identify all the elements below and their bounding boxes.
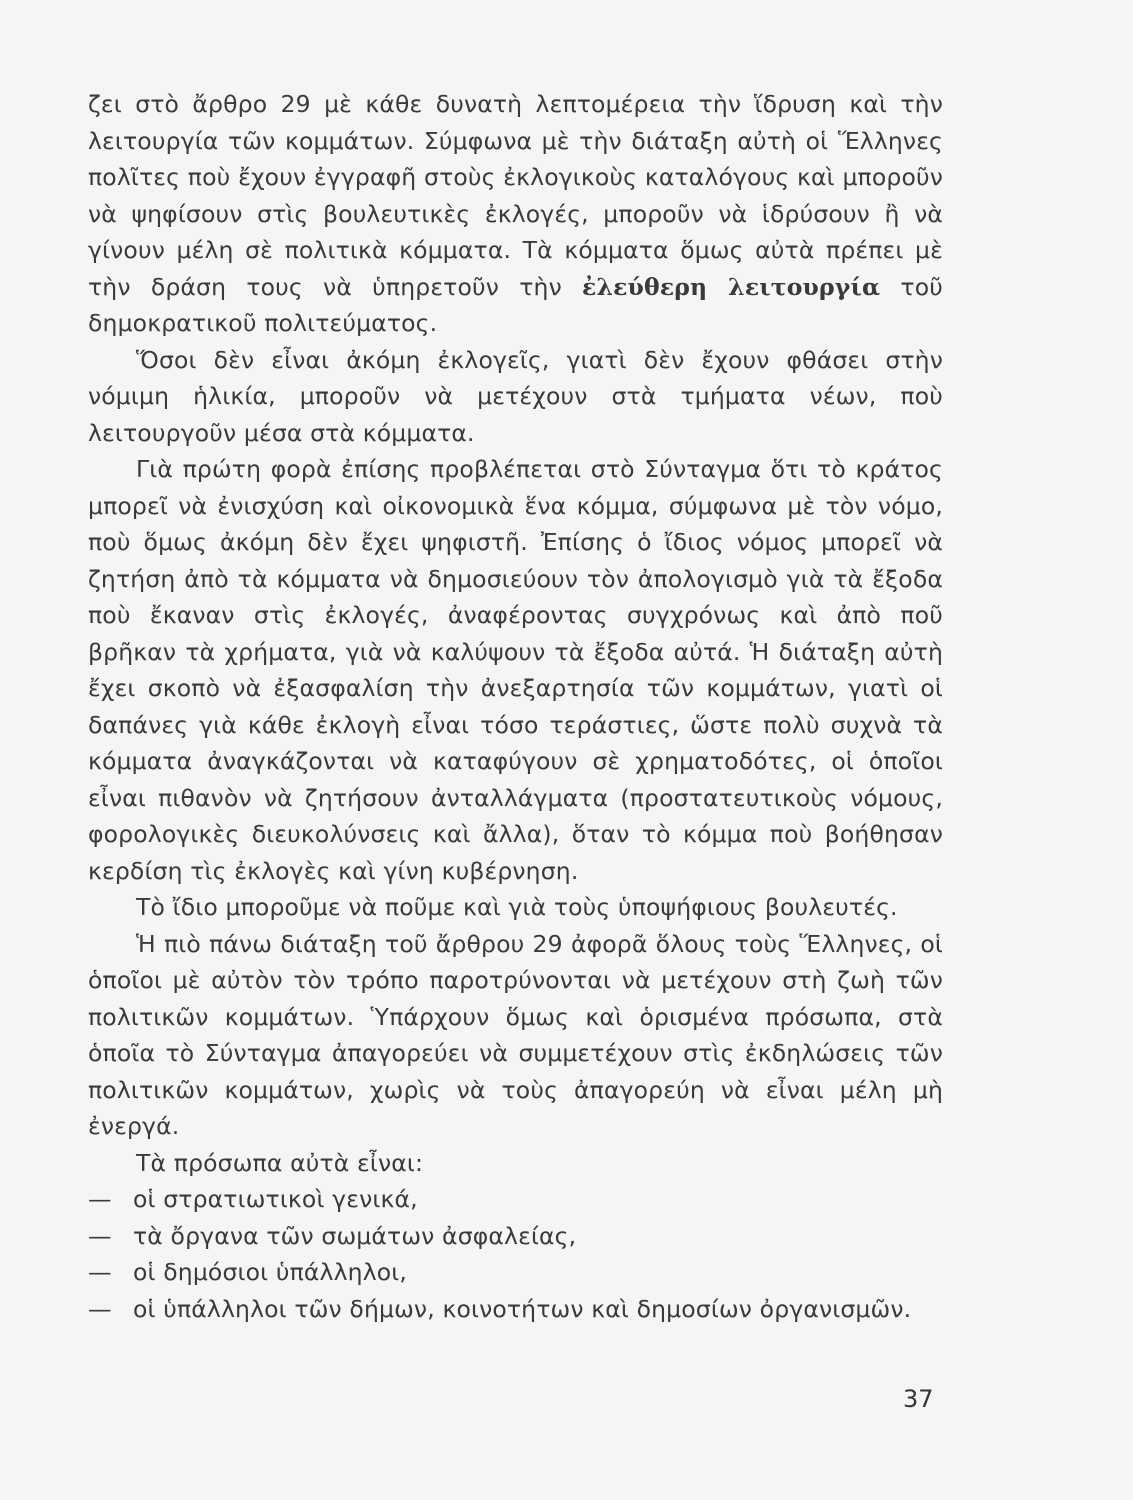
- paragraph-5: Ἡ πιὸ πάνω διάταξη τοῦ ἄρθρου 29 ἀφορᾶ ὅλους τοὺς Ἕλληνες, οἱ ὁποῖοι μὲ αὐτὸν τὸν τρόπο παροτρύνονται νὰ μετέχουν στὴ ζωὴ τῶν πολιτικῶν κομμάτων. Ὑπάρχουν ὅμως καὶ ὁρισμένα πρόσωπα, στὰ ὁποῖα τὸ Σύνταγμα ἀπαγορεύει νὰ συμμετέχουν στὶς ἐκδηλώσεις τῶν πολιτικῶν κομμάτων, χωρὶς νὰ τοὺς ἀπαγορεύη νὰ εἶναι μέλη μὴ ἐνεργά.: [88, 929, 943, 1140]
- paragraph-6: Τὰ πρόσωπα αὐτὰ εἶναι:: [136, 1148, 424, 1177]
- paragraph-2: Ὅσοι δὲν εἶναι ἀκόμη ἐκλογεῖς, γιατὶ δὲν ἔχουν φθάσει στὴν νόμιμη ἡλικία, μποροῦν νὰ μετέχουν στὰ τμήματα νέων, ποὺ λειτουργοῦν μέσα στὰ κόμματα.: [88, 345, 943, 447]
- emphasis-text: ἐλεύθερη λειτουργία: [582, 272, 881, 301]
- list-item: — τὰ ὄργανα τῶν σωμάτων ἀσφαλείας,: [88, 1221, 577, 1250]
- list-item: — οἱ ὑπάλληλοι τῶν δήμων, κοινοτήτων καὶ δημοσίων ὀργανισμῶν.: [88, 1294, 912, 1323]
- paragraph-4: Τὸ ἴδιο μποροῦμε νὰ ποῦμε καὶ γιὰ τοὺς ὑποψήφιους βουλευτές.: [136, 893, 898, 921]
- paragraph-3: Γιὰ πρώτη φορὰ ἐπίσης προβλέπεται στὸ Σύνταγμα ὅτι τὸ κράτος μπορεῖ νὰ ἐνισχύση καὶ οἰκονομικὰ ἕνα κόμμα, σύμφωνα μὲ τὸν νόμο, ποὺ ὅμως ἀκόμη δὲν ἔχει ψηφιστῆ. Ἐπίσης ὁ ἴδιος νόμος μπορεῖ νὰ ζητήση ἀπὸ τὰ κόμματα νὰ δημοσιεύουν τὸν ἀπολογισμὸ γιὰ τὰ ἔξοδα ποὺ ἔκαναν στὶς ἐκλογές, ἀναφέροντας συγχρόνως καὶ ἀπὸ ποῦ βρῆκαν τὰ χρήματα, γιὰ νὰ καλύψουν τὰ ἔξοδα αὐτά. Ἡ διάταξη αὐτὴ ἔχει σκοπὸ νὰ ἐξασφαλίση τὴν ἀνεξαρτησία τῶν κομμάτων, γιατὶ οἱ δαπάνες γιὰ κάθε ἐκλογὴ εἶναι τόσο τεράστιες, ὥστε πολὺ συχνὰ τὰ κόμματα ἀναγκάζονται νὰ καταφύγουν σὲ χρηματοδότες, οἱ ὁποῖοι εἶναι πιθανὸν νὰ ζητήσουν ἀνταλλάγματα (προστατευτικοὺς νόμους, φορολογικὲς διευκολύνσεις καὶ ἄλλα), ὅταν τὸ κόμμα ποὺ βοήθησαν κερδίση τὶς ἐκλογὲς καὶ γίνη κυβέρνηση.: [88, 455, 943, 885]
- page-number: 37: [903, 1385, 934, 1413]
- list-item: — οἱ στρατιωτικοὶ γενικά,: [88, 1185, 418, 1213]
- paragraph-1: ζει στὸ ἄρθρο 29 μὲ κάθε δυνατὴ λεπτομέρεια τὴν ἵδρυση καὶ τὴν λειτουργία τῶν κομμάτων. Σύμφωνα μὲ τὴν διάταξη αὐτὴ οἱ Ἕλληνες πολῖτες ποὺ ἔχουν ἐγγραφῆ στοὺς ἐκλογικοὺς καταλόγους καὶ μποροῦν νὰ ψηφίσουν στὶς βουλευτικὲς ἐκλογές, μποροῦν νὰ ἱδρύσουν ἢ νὰ γίνουν μέλη σὲ πολιτικὰ κόμματα. Τὰ κόμματα ὅμως αὐτὰ πρέπει μὲ τὴν δράση τους νὰ ὑπηρετοῦν τὴν ἐλεύθερη λειτουργία τοῦ δημοκρατικοῦ πολιτεύματος.: [88, 90, 943, 337]
- list-item: — οἱ δημόσιοι ὑπάλληλοι,: [88, 1258, 407, 1286]
- persons-list: [88, 1181, 943, 1327]
- body-text: [88, 86, 943, 1327]
